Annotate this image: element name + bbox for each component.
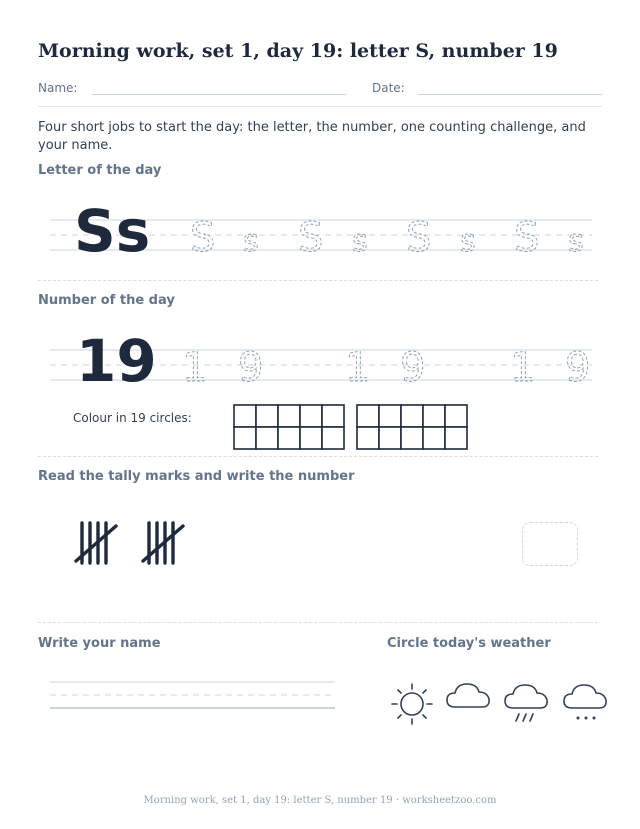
ten-frame-cell[interactable] bbox=[234, 405, 256, 427]
number-trace-glyph: 9 bbox=[565, 345, 591, 391]
name-label: Name: bbox=[38, 81, 78, 95]
name-writing-lines[interactable] bbox=[0, 670, 360, 720]
number-trace-glyph: 1 bbox=[345, 345, 371, 391]
number-trace-glyph: 9 bbox=[400, 345, 426, 391]
number-trace-group bbox=[182, 345, 590, 391]
date-field[interactable] bbox=[418, 94, 602, 95]
tally-group bbox=[143, 523, 183, 563]
ten-frame[interactable] bbox=[357, 405, 467, 449]
rain-icon[interactable] bbox=[505, 685, 547, 721]
ten-frame-cell[interactable] bbox=[322, 405, 344, 427]
weather-icons bbox=[385, 675, 620, 735]
letter-trace-glyph: s bbox=[352, 224, 368, 259]
ten-frame-cell[interactable] bbox=[300, 405, 322, 427]
intro-text: Four short jobs to start the day: the letter, the number, one counting challenge, and your name. bbox=[38, 120, 586, 153]
number-trace-glyph: 1 bbox=[510, 345, 536, 391]
letter-trace-glyph: s bbox=[568, 224, 584, 259]
letter-trace-glyph: S bbox=[406, 215, 432, 261]
ten-frame-cell[interactable] bbox=[300, 427, 322, 449]
ten-frame-cell[interactable] bbox=[445, 405, 467, 427]
number-tracing-area[interactable] bbox=[0, 320, 640, 395]
ten-frame-cell[interactable] bbox=[379, 427, 401, 449]
page-title: Morning work, set 1, day 19: letter S, number 19 bbox=[38, 40, 558, 62]
letter-section-heading: Letter of the day bbox=[38, 163, 162, 178]
number-section-heading: Number of the day bbox=[38, 293, 175, 308]
ten-frame-cell[interactable] bbox=[401, 427, 423, 449]
tally-marks bbox=[70, 515, 200, 575]
letter-trace-glyph: s bbox=[460, 224, 476, 259]
weather-section-heading: Circle today's weather bbox=[387, 636, 551, 651]
footer: Morning work, set 1, day 19: letter S, number 19 · worksheetzoo.com bbox=[143, 795, 497, 806]
ten-frame-cell[interactable] bbox=[357, 427, 379, 449]
ten-frame-cell[interactable] bbox=[401, 405, 423, 427]
letter-trace-glyph: S bbox=[298, 215, 324, 261]
header-divider bbox=[38, 106, 602, 107]
snow-icon[interactable] bbox=[564, 685, 606, 720]
letter-trace-glyph: S bbox=[190, 215, 216, 261]
letter-model: Ss bbox=[74, 197, 151, 265]
tally-group bbox=[76, 523, 116, 563]
ten-frame[interactable] bbox=[234, 405, 344, 449]
letter-trace-glyph: S bbox=[514, 215, 540, 261]
number-trace-glyph: 9 bbox=[238, 345, 264, 391]
cloud-icon[interactable] bbox=[447, 684, 489, 707]
ten-frame-cell[interactable] bbox=[256, 427, 278, 449]
ten-frame-cell[interactable] bbox=[278, 427, 300, 449]
ten-frame-cell[interactable] bbox=[379, 405, 401, 427]
ten-frame-cell[interactable] bbox=[322, 427, 344, 449]
letter-trace-group bbox=[190, 215, 584, 261]
name-field[interactable] bbox=[92, 94, 346, 95]
colour-in-label: Colour in 19 circles: bbox=[73, 411, 192, 425]
sun-icon[interactable] bbox=[392, 684, 432, 724]
section-divider bbox=[38, 280, 598, 281]
name-section-heading: Write your name bbox=[38, 636, 161, 651]
ten-frame-cell[interactable] bbox=[423, 405, 445, 427]
number-model: 19 bbox=[76, 327, 157, 395]
date-label: Date: bbox=[372, 81, 405, 95]
letter-tracing-area[interactable] bbox=[0, 190, 640, 265]
ten-frame-cell[interactable] bbox=[234, 427, 256, 449]
ten-frame-cell[interactable] bbox=[357, 405, 379, 427]
section-divider bbox=[38, 622, 598, 623]
ten-frame-cell[interactable] bbox=[445, 427, 467, 449]
tally-answer-box[interactable] bbox=[522, 522, 578, 566]
letter-trace-glyph: s bbox=[243, 224, 259, 259]
number-trace-glyph: 1 bbox=[182, 345, 208, 391]
ten-frame-cell[interactable] bbox=[256, 405, 278, 427]
section-divider bbox=[38, 456, 598, 457]
tally-section-heading: Read the tally marks and write the number bbox=[38, 469, 355, 484]
ten-frame-cell[interactable] bbox=[278, 405, 300, 427]
ten-frame-cell[interactable] bbox=[423, 427, 445, 449]
ten-frames[interactable] bbox=[230, 403, 475, 453]
